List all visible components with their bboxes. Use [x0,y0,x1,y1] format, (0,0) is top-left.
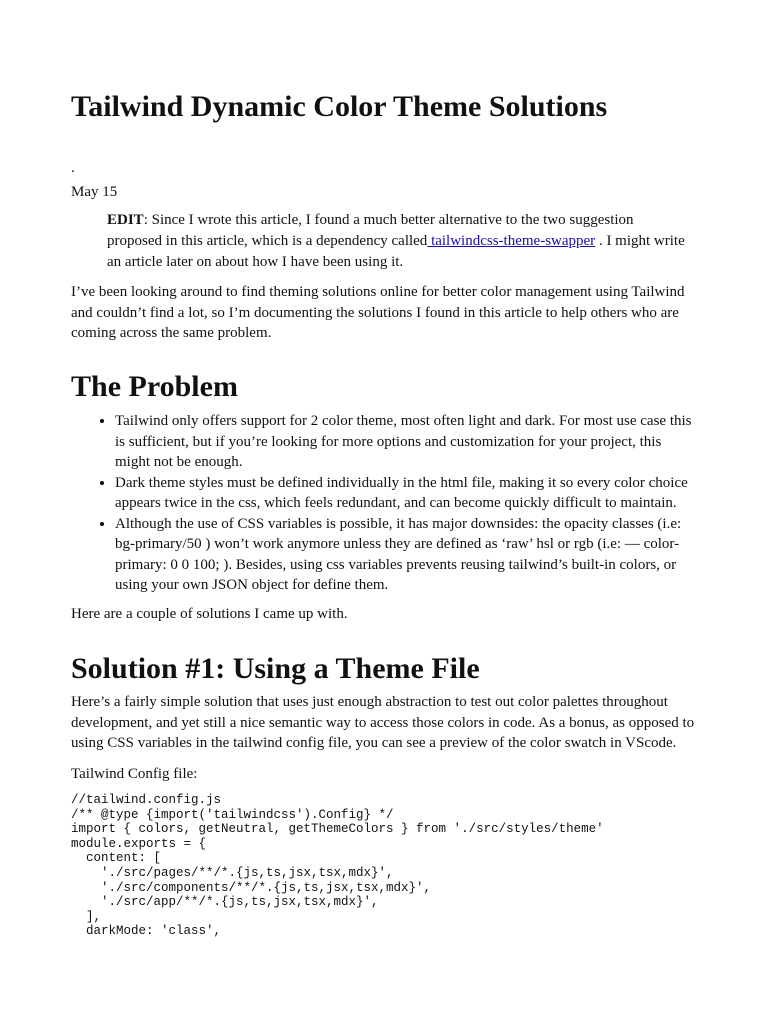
problem-heading: The Problem [71,370,238,403]
intro-paragraph: I’ve been looking around to find theming solutions online for better color management using Tailwind and couldn’t find a lot, so I’m documenting the solutions I found in this article to help others who are coming across the same problem. [71,284,685,341]
tailwindcss-theme-swapper-link[interactable]: tailwindcss-theme-swapper [427,233,596,249]
code-line: ], [71,909,102,924]
code-line: content: [ [71,851,162,866]
edit-text-before: : Since I wrote this article, I found a much better alternative to the two suggestion proposed in this article, which is a dependency called [107,212,634,249]
publish-date: May 15 [71,184,118,200]
code-line: './src/components/**/*.{js,ts,jsx,tsx,mdx}', [71,880,432,895]
code-block [71,793,604,939]
code-line: //tailwind.config.js [71,793,222,807]
code-line: './src/pages/**/*.{js,ts,jsx,tsx,mdx}', [71,865,394,880]
list-item: • Although the use of CSS variables is possible, it has major downsides: the opacity classes (i.e: bg-primary/50 ) won’t work anymore unless they are defined as ‘raw’ hsl or rgb (i.e: — color-primary: 0 0 100; ). Besides, using css variables prevents reusing tailwind’s built-in colors, or using your own JSON object for define them. [115,514,699,596]
code-line: /** @type {import('tailwindcss').Config} */ [71,807,394,822]
list-item: • Dark theme styles must be defined individually in the html file, making it so every color choice appears twice in the css, which feels redundant, and can become quickly difficult to maintain. [115,473,699,514]
separator-dot: . [71,160,75,176]
code-line: module.exports = { [71,836,207,851]
list-item: • Tailwind only offers support for 2 color theme, most often light and dark. For most use case this is sufficient, but if you’re looking for more options and customization for your project, this might not be enough. [115,411,699,473]
code-line: darkMode: 'class', [71,924,222,939]
config-label: Tailwind Config file: [71,766,198,782]
edit-note [107,210,687,273]
code-line: import { colors, getNeutral, getThemeColors } from './src/styles/theme' [71,822,604,837]
solution1-heading: Solution #1: Using a Theme File [71,652,480,685]
page-title: Tailwind Dynamic Color Theme Solutions [71,90,608,123]
problem-list [71,411,699,596]
code-line: './src/app/**/*.{js,ts,jsx,tsx,mdx}', [71,895,379,910]
edit-label: EDIT [107,212,144,228]
solution1-paragraph: Here’s a fairly simple solution that uses just enough abstraction to test out color palettes throughout development, and yet still a nice semantic way to access those colors in code. As a bonus, as opposed to using CSS variables in the tailwind config file, you can see a preview of the color swatch in VScode. [71,694,695,751]
edit-text-after: . I might write an article later on about how I have been using it. [107,233,685,270]
solutions-intro: Here are a couple of solutions I came up with. [71,606,348,622]
